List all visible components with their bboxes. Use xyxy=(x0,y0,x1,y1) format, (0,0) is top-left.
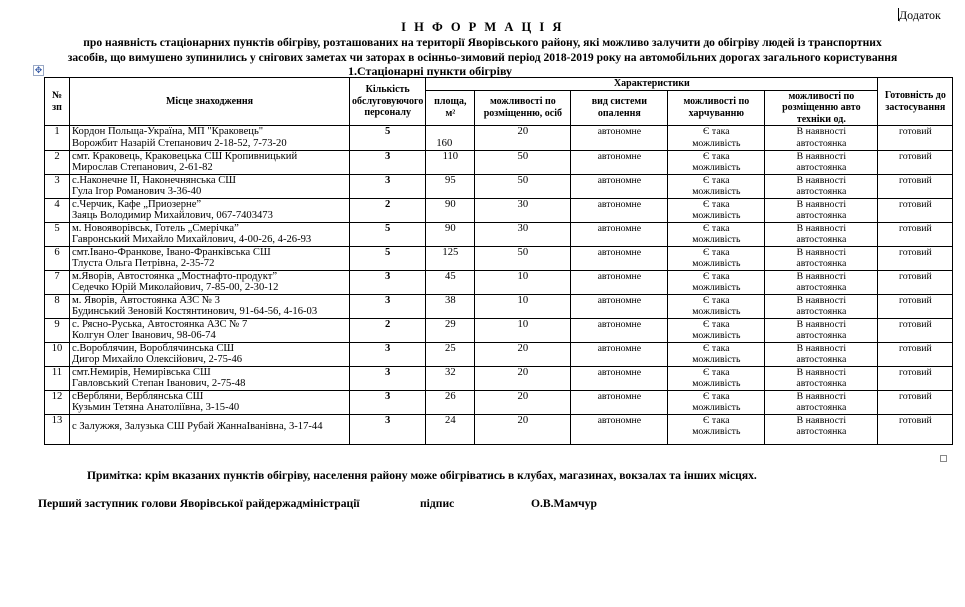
table-row xyxy=(45,366,953,390)
food-line-1: Є така xyxy=(703,294,730,306)
cell-heating: автономне xyxy=(571,150,668,174)
place-line-2: Дигор Михайло Олексійович, 2-75-46 xyxy=(72,354,243,365)
table-resize-handle[interactable] xyxy=(940,455,947,462)
parking-line-1: В наявності xyxy=(796,198,847,210)
cell-place xyxy=(70,198,350,222)
cell-num: 13 xyxy=(45,414,70,444)
parking-line-2: автостоянка xyxy=(796,210,847,221)
cell-num: 3 xyxy=(45,174,70,198)
cell-staff: 2 xyxy=(350,318,426,342)
area-value: 32 xyxy=(445,366,456,378)
cell-readiness: готовий xyxy=(878,222,953,246)
header-capacity: можливості по розміщенню, осіб xyxy=(475,90,571,126)
cell-capacity: 20 xyxy=(475,342,571,366)
place-line-1: смт. Краковець, Краковецька СШ Кропивницький xyxy=(72,150,298,162)
cell-area xyxy=(426,414,475,444)
cell-staff: 3 xyxy=(350,294,426,318)
food-line-1: Є така xyxy=(703,390,730,402)
cell-capacity: 10 xyxy=(475,294,571,318)
food-line-2: можливість xyxy=(692,258,741,269)
cell-area xyxy=(426,222,475,246)
cell-num: 10 xyxy=(45,342,70,366)
cell-area xyxy=(426,198,475,222)
area-value: 90 xyxy=(445,222,456,234)
footnote: Примітка: крім вказаних пунктів обігріву, населення району може обігріватись в клубах, магазинах, вокзалах та інших місцях. xyxy=(87,469,757,482)
area-value: 26 xyxy=(445,390,456,402)
cell-place xyxy=(70,294,350,318)
cell-place xyxy=(70,126,350,151)
area-value: 24 xyxy=(445,414,456,426)
parking-line-1: В наявності xyxy=(796,246,847,258)
table-row xyxy=(45,342,953,366)
cell-capacity: 50 xyxy=(475,174,571,198)
area-value: 90 xyxy=(445,198,456,210)
table-row xyxy=(45,126,953,151)
cell-place xyxy=(70,366,350,390)
place-line-2: Тлуста Ольга Петрівна, 2-35-72 xyxy=(72,258,215,269)
parking-line-1: В наявності xyxy=(796,318,847,330)
cell-parking xyxy=(765,294,878,318)
signatory-title: Перший заступник голови Яворівської райдержадміністрації xyxy=(38,497,360,510)
cell-capacity: 50 xyxy=(475,246,571,270)
cell-readiness: готовий xyxy=(878,294,953,318)
cell-food xyxy=(668,342,765,366)
table-row xyxy=(45,270,953,294)
cell-food xyxy=(668,126,765,151)
area-value: 125 xyxy=(442,246,459,258)
cell-food xyxy=(668,318,765,342)
table-row xyxy=(45,222,953,246)
cell-food xyxy=(668,294,765,318)
cell-area xyxy=(426,126,475,151)
document-title: І Н Ф О Р М А Ц І Я xyxy=(401,20,564,34)
parking-line-2: автостоянка xyxy=(796,306,847,317)
food-line-1: Є така xyxy=(703,150,730,162)
cell-parking xyxy=(765,270,878,294)
cell-capacity: 20 xyxy=(475,126,571,151)
food-line-2: можливість xyxy=(692,234,741,245)
cell-num: 1 xyxy=(45,126,70,151)
cell-place xyxy=(70,150,350,174)
area-value: 95 xyxy=(445,174,456,186)
place-line-1: м. Новояворівськ, Готель „Смерічка” xyxy=(72,222,239,234)
table-move-handle-icon[interactable]: ✥ xyxy=(34,65,43,75)
parking-line-2: автостоянка xyxy=(796,137,847,149)
cell-heating: автономне xyxy=(571,318,668,342)
food-line-1: Є така xyxy=(703,342,730,354)
food-line-1: Є така xyxy=(703,318,730,330)
cell-heating: автономне xyxy=(571,294,668,318)
food-line-2: можливість xyxy=(692,162,741,173)
cell-heating: автономне xyxy=(571,342,668,366)
food-line-2: можливість xyxy=(692,210,741,221)
cell-area xyxy=(426,366,475,390)
section-title: 1.Стаціонарні пункти обігріву xyxy=(347,64,513,78)
cell-readiness: готовий xyxy=(878,150,953,174)
place-line-2: Заяць Володимир Михайлович, 067-7403473 xyxy=(72,210,273,221)
parking-line-2: автостоянка xyxy=(796,402,847,413)
cell-parking xyxy=(765,318,878,342)
cell-food xyxy=(668,246,765,270)
cell-readiness: готовий xyxy=(878,318,953,342)
place-line-2: Гавловський Степан Іванович, 2-75-48 xyxy=(72,378,246,389)
place-line-2: Мирослав Степанович, 2-61-82 xyxy=(72,162,213,173)
table-row xyxy=(45,246,953,270)
food-line-1: Є така xyxy=(703,222,730,234)
appendix-label-text: Додаток xyxy=(899,8,941,22)
cell-heating: автономне xyxy=(571,270,668,294)
food-line-2: можливість xyxy=(692,402,741,413)
food-line-1: Є така xyxy=(703,198,730,210)
food-line-2: можливість xyxy=(692,186,741,197)
cell-area xyxy=(426,174,475,198)
cell-num: 6 xyxy=(45,246,70,270)
place-line-1: Кордон Польща-Україна, МП "Краковець" xyxy=(72,126,264,137)
cell-staff: 3 xyxy=(350,414,426,444)
cell-food xyxy=(668,270,765,294)
header-heating: вид системи опалення xyxy=(571,90,668,126)
document-subtitle xyxy=(10,36,955,65)
cell-staff: 5 xyxy=(350,246,426,270)
cell-capacity: 10 xyxy=(475,318,571,342)
table-row xyxy=(45,318,953,342)
cell-parking xyxy=(765,174,878,198)
cell-capacity: 30 xyxy=(475,222,571,246)
cell-place xyxy=(70,270,350,294)
signatory-name: О.В.Мамчур xyxy=(531,497,597,510)
cell-heating: автономне xyxy=(571,222,668,246)
food-line-1: Є така xyxy=(703,246,730,258)
table-row xyxy=(45,414,953,444)
cell-parking xyxy=(765,246,878,270)
header-readiness: Готовність до застосування xyxy=(878,78,953,126)
cell-capacity: 30 xyxy=(475,198,571,222)
food-line-2: можливість xyxy=(692,354,741,365)
place-line-1: м.Яворів, Автостоянка „Мостнафто-продукт” xyxy=(72,270,278,282)
place-line-2: Ворожбит Назарій Степанович 2-18-52, 7-73-20 xyxy=(72,137,287,149)
subtitle-line-2: засобів, що вимушено зупинились у снігових заметах чи заторах в осінньо-зимовий період 2018-2019 року на автомобільних дорогах загального користування xyxy=(67,50,898,64)
cell-num: 11 xyxy=(45,366,70,390)
parking-line-1: В наявності xyxy=(796,366,847,378)
cell-staff: 3 xyxy=(350,390,426,414)
place-line-2: Будинський Зеновій Костянтинович, 91-64-56, 4-16-03 xyxy=(72,306,318,317)
food-line-1: Є така xyxy=(703,414,730,426)
cell-place xyxy=(70,222,350,246)
table-row xyxy=(45,390,953,414)
parking-line-2: автостоянка xyxy=(796,426,847,437)
food-line-2: можливість xyxy=(692,137,741,149)
cell-food xyxy=(668,390,765,414)
header-food: можливості по харчуванню xyxy=(668,90,765,126)
area-value: 38 xyxy=(445,294,456,306)
parking-line-1: В наявності xyxy=(796,150,847,162)
cell-place xyxy=(70,174,350,198)
parking-line-1: В наявності xyxy=(796,174,847,186)
place-line-1: смт.Немирів, Немирівська СШ xyxy=(72,366,211,378)
place-line-1: смт.Івано-Франкове, Івано-Франківська СШ xyxy=(72,246,271,258)
food-line-2: можливість xyxy=(692,426,741,437)
cell-readiness: готовий xyxy=(878,174,953,198)
cell-staff: 5 xyxy=(350,222,426,246)
cell-food xyxy=(668,222,765,246)
cell-heating: автономне xyxy=(571,246,668,270)
place-line-2: Гавронський Михайло Михайлович, 4-00-26, 4-26-93 xyxy=(72,234,312,245)
food-line-2: можливість xyxy=(692,330,741,341)
food-line-1: Є така xyxy=(703,126,730,137)
cell-food xyxy=(668,174,765,198)
place-line-1: сВербляни, Верблянська СШ xyxy=(72,390,204,402)
heating-points-table xyxy=(44,77,953,445)
food-line-1: Є така xyxy=(703,366,730,378)
parking-line-1: В наявності xyxy=(796,414,847,426)
cell-parking xyxy=(765,390,878,414)
cell-readiness: готовий xyxy=(878,414,953,444)
area-value: 45 xyxy=(445,270,456,282)
place-line-2: Гула Ігор Романович 3-36-40 xyxy=(72,186,202,197)
cell-num: 4 xyxy=(45,198,70,222)
parking-line-1: В наявності xyxy=(796,270,847,282)
cell-staff: 3 xyxy=(350,342,426,366)
cell-parking xyxy=(765,342,878,366)
cell-num: 9 xyxy=(45,318,70,342)
cell-parking xyxy=(765,366,878,390)
area-value: 25 xyxy=(445,342,456,354)
place-line-2: Колгун Олег Іванович, 98-06-74 xyxy=(72,330,216,341)
cell-parking xyxy=(765,126,878,151)
place-line-2: Кузьмин Тетяна Анатоліївна, 3-15-40 xyxy=(72,402,240,413)
place-line-1: с.Вороблячин, Вороблячинська СШ xyxy=(72,342,235,354)
food-line-2: можливість xyxy=(692,306,741,317)
cell-area xyxy=(426,318,475,342)
cell-num: 7 xyxy=(45,270,70,294)
place-line-1: с. Рясно-Руська, Автостоянка АЗС № 7 xyxy=(72,318,248,330)
header-num: № зп xyxy=(45,78,70,126)
parking-line-1: В наявності xyxy=(796,126,847,137)
cell-area xyxy=(426,150,475,174)
cell-area xyxy=(426,390,475,414)
cell-capacity: 20 xyxy=(475,414,571,444)
cell-heating: автономне xyxy=(571,198,668,222)
cell-readiness: готовий xyxy=(878,342,953,366)
area-value: 160 xyxy=(436,138,453,149)
header-characteristics: Характеристики xyxy=(426,78,878,91)
parking-line-2: автостоянка xyxy=(796,330,847,341)
parking-line-1: В наявності xyxy=(796,342,847,354)
cell-parking xyxy=(765,150,878,174)
place-line-1: с.Черчик, Кафе „Приозерне” xyxy=(72,198,202,210)
table-row xyxy=(45,174,953,198)
cell-area xyxy=(426,342,475,366)
cell-heating: автономне xyxy=(571,414,668,444)
place-line-2: Седечко Юрій Миколайович, 7-85-00, 2-30-12 xyxy=(72,282,279,293)
cell-capacity: 50 xyxy=(475,150,571,174)
table-body xyxy=(45,126,953,445)
parking-line-1: В наявності xyxy=(796,390,847,402)
place-line-1: с.Наконечне ІІ, Наконечнянська СШ xyxy=(72,174,236,186)
cell-place xyxy=(70,414,350,444)
cell-staff: 3 xyxy=(350,150,426,174)
parking-line-2: автостоянка xyxy=(796,378,847,389)
food-line-2: можливість xyxy=(692,282,741,293)
area-value: 110 xyxy=(442,150,459,162)
table-row xyxy=(45,150,953,174)
cell-heating: автономне xyxy=(571,126,668,151)
cell-readiness: готовий xyxy=(878,198,953,222)
cell-food xyxy=(668,366,765,390)
cell-capacity: 10 xyxy=(475,270,571,294)
cell-staff: 3 xyxy=(350,366,426,390)
parking-line-1: В наявності xyxy=(796,222,847,234)
cell-capacity: 20 xyxy=(475,366,571,390)
cell-capacity: 20 xyxy=(475,390,571,414)
cell-staff: 3 xyxy=(350,270,426,294)
area-value: 29 xyxy=(445,318,456,330)
food-line-2: можливість xyxy=(692,378,741,389)
cell-heating: автономне xyxy=(571,390,668,414)
parking-line-2: автостоянка xyxy=(796,186,847,197)
parking-line-2: автостоянка xyxy=(796,162,847,173)
cell-heating: автономне xyxy=(571,366,668,390)
parking-line-2: автостоянка xyxy=(796,354,847,365)
cell-staff: 3 xyxy=(350,174,426,198)
cell-readiness: готовий xyxy=(878,246,953,270)
cell-staff: 2 xyxy=(350,198,426,222)
cell-num: 5 xyxy=(45,222,70,246)
cell-readiness: готовий xyxy=(878,126,953,151)
cell-num: 12 xyxy=(45,390,70,414)
cell-place xyxy=(70,342,350,366)
cell-parking xyxy=(765,198,878,222)
cell-readiness: готовий xyxy=(878,390,953,414)
cell-place xyxy=(70,318,350,342)
cell-area xyxy=(426,246,475,270)
header-parking: можливості по розміщенню авто техніки од. xyxy=(765,90,878,126)
place-line-1: с Залужжя, Залузька СШ Рубай ЖаннаІванівна, 3-17-44 xyxy=(72,420,323,432)
cell-food xyxy=(668,150,765,174)
cell-num: 2 xyxy=(45,150,70,174)
place-line-1: м. Яворів, Автостоянка АЗС № 3 xyxy=(72,294,220,306)
cell-food xyxy=(668,198,765,222)
cell-place xyxy=(70,390,350,414)
cell-area xyxy=(426,294,475,318)
signature-label: підпис xyxy=(420,497,455,510)
food-line-1: Є така xyxy=(703,174,730,186)
cell-food xyxy=(668,414,765,444)
cell-num: 8 xyxy=(45,294,70,318)
cell-parking xyxy=(765,222,878,246)
cell-place xyxy=(70,246,350,270)
subtitle-line-1: про наявність стаціонарних пунктів обігріву, розташованих на території Яворівського району, які можливо залучити до обігріву людей із транспортних xyxy=(83,36,882,49)
food-line-1: Є така xyxy=(703,270,730,282)
cell-readiness: готовий xyxy=(878,366,953,390)
parking-line-2: автостоянка xyxy=(796,282,847,293)
parking-line-1: В наявності xyxy=(796,294,847,306)
cell-readiness: готовий xyxy=(878,270,953,294)
header-place: Місце знаходження xyxy=(70,78,350,126)
cell-area xyxy=(426,270,475,294)
cell-parking xyxy=(765,414,878,444)
header-staff: Кількість обслуговуючого персоналу xyxy=(350,78,426,126)
cell-heating: автономне xyxy=(571,174,668,198)
header-area: площа, м² xyxy=(426,90,475,126)
parking-line-2: автостоянка xyxy=(796,258,847,269)
table-row xyxy=(45,294,953,318)
parking-line-2: автостоянка xyxy=(796,234,847,245)
cell-staff: 5 xyxy=(350,126,426,151)
table-row xyxy=(45,198,953,222)
